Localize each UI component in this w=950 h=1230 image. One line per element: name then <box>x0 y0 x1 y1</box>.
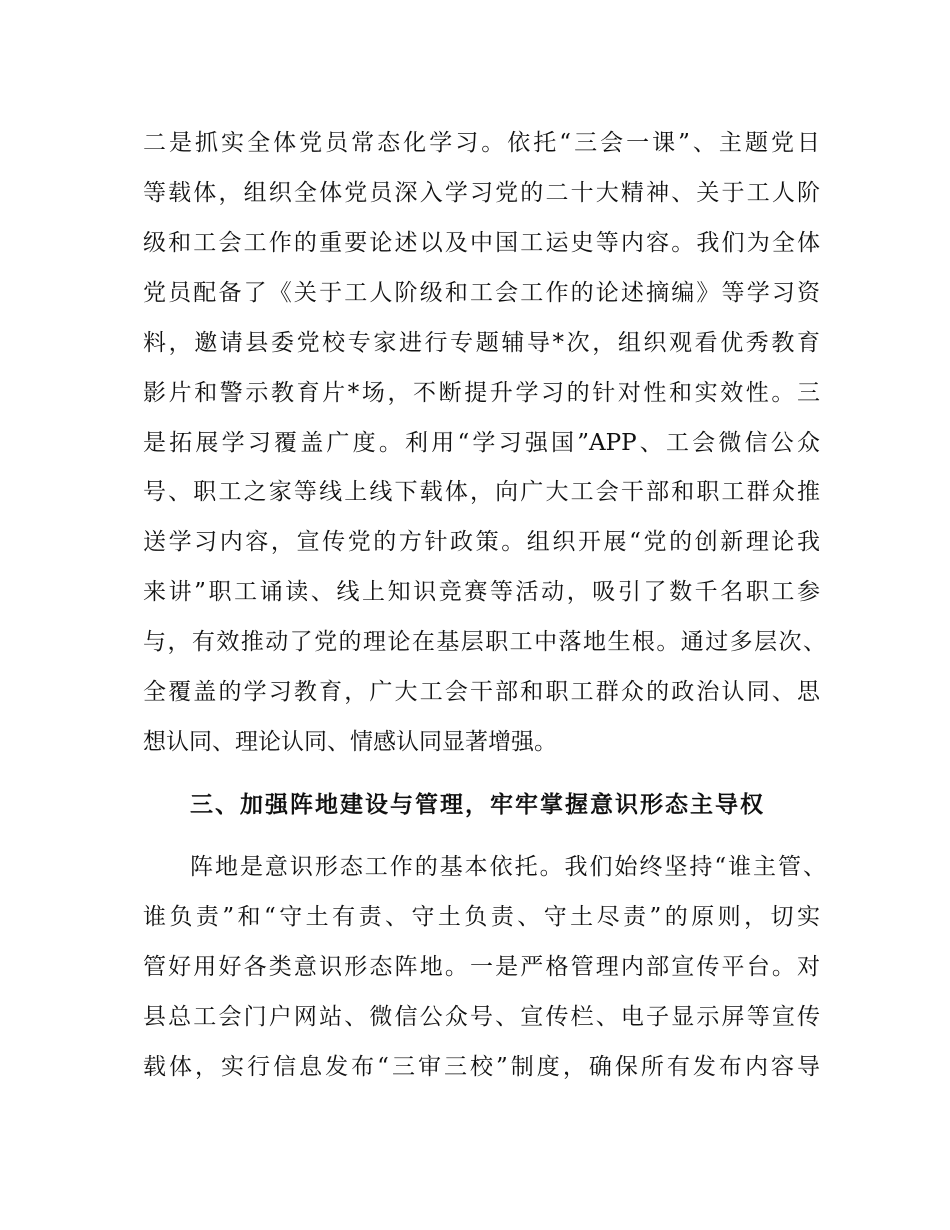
paragraph-line: 管好用好各类意识形态阵地。一是严格管理内部宣传平台。对 <box>143 954 820 980</box>
paragraph-line: 是拓展学习覆盖广度。利用“学习强国”APP、工会微信公众 <box>143 430 820 456</box>
paragraph-line: 二是抓实全体党员常态化学习。依托“三会一课”、主题党日 <box>143 130 820 156</box>
paragraph-line: 全覆盖的学习教育，广大工会干部和职工群众的政治认同、思 <box>143 679 820 705</box>
paragraph-line: 想认同、理论认同、情感认同显著增强。 <box>143 729 557 755</box>
paragraph-line: 载体，实行信息发布“三审三校”制度，确保所有发布内容导 <box>143 1054 820 1080</box>
paragraph-line: 影片和警示教育片*场，不断提升学习的针对性和实效性。三 <box>143 380 820 406</box>
paragraph-line: 谁负责”和“守土有责、守土负责、守土尽责”的原则，切实 <box>143 904 820 930</box>
paragraph-line: 与，有效推动了党的理论在基层职工中落地生根。通过多层次、 <box>143 629 826 655</box>
section-heading: 三、加强阵地建设与管理，牢牢掌握意识形态主导权 <box>190 792 763 818</box>
paragraph-line: 来讲”职工诵读、线上知识竞赛等活动，吸引了数千名职工参 <box>143 579 820 605</box>
paragraph-line: 党员配备了《关于工人阶级和工会工作的论述摘编》等学习资 <box>143 280 820 306</box>
paragraph-line: 号、职工之家等线上线下载体，向广大工会干部和职工群众推 <box>143 479 820 505</box>
paragraph-line: 级和工会工作的重要论述以及中国工运史等内容。我们为全体 <box>143 230 820 256</box>
paragraph-line: 县总工会门户网站、微信公众号、宣传栏、电子显示屏等宣传 <box>143 1004 820 1030</box>
paragraph-line: 等载体，组织全体党员深入学习党的二十大精神、关于工人阶 <box>143 180 820 206</box>
paragraph-line: 料，邀请县委党校专家进行专题辅导*次，组织观看优秀教育 <box>143 330 820 356</box>
paragraph-line: 送学习内容，宣传党的方针政策。组织开展“党的创新理论我 <box>143 529 820 555</box>
paragraph-line: 阵地是意识形态工作的基本依托。我们始终坚持“谁主管、 <box>190 854 826 880</box>
